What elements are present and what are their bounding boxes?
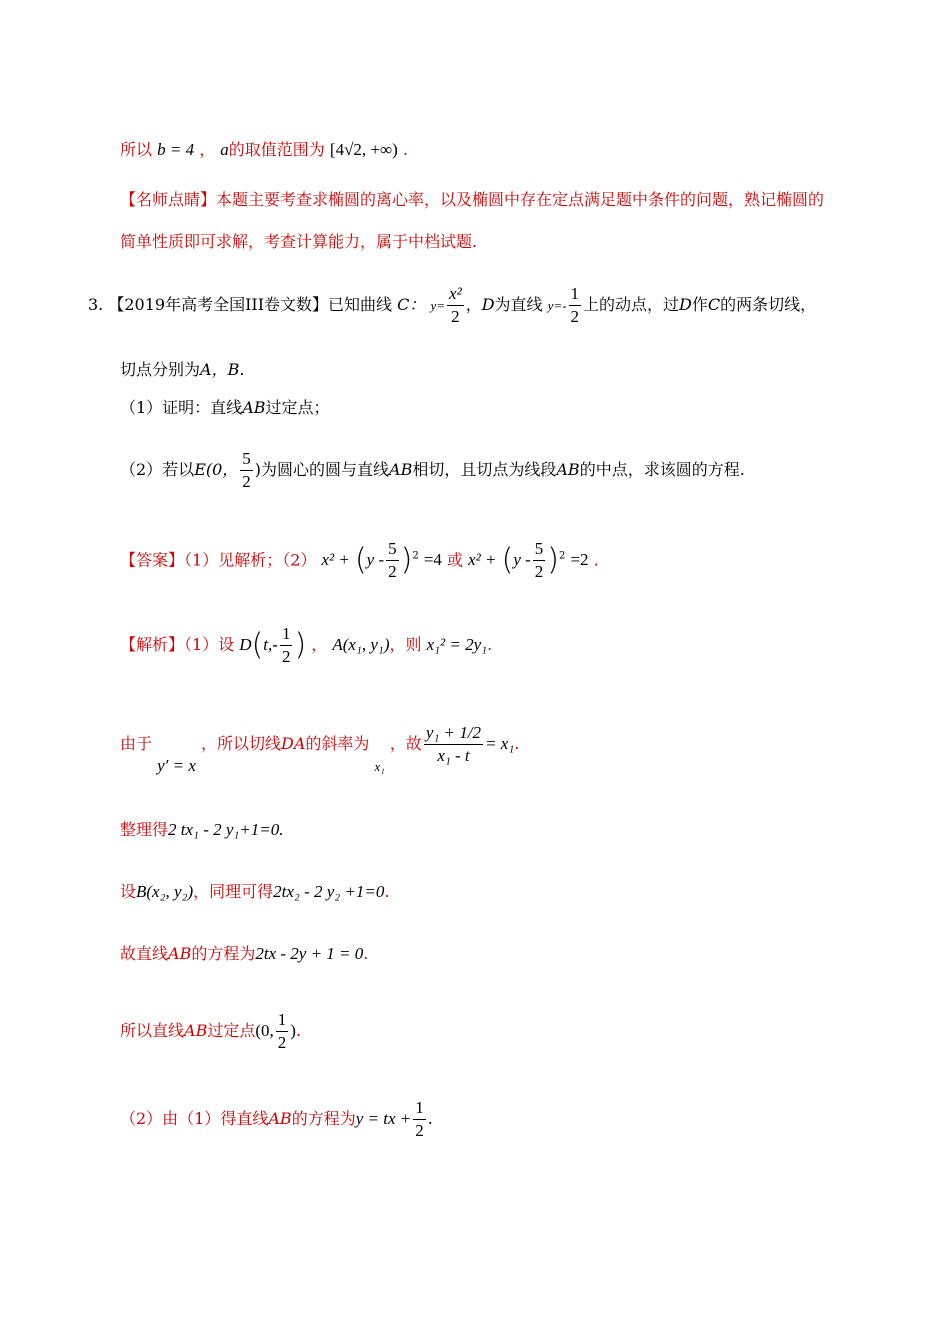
text: 上的动点，过 xyxy=(583,295,680,314)
text: 已知曲线 xyxy=(328,295,393,314)
denominator: x₁ - t xyxy=(437,746,470,765)
text: 由于 xyxy=(120,734,153,753)
text: 相切，且切点为线段 xyxy=(412,460,557,479)
text: ，则 xyxy=(389,635,422,654)
text: ， xyxy=(199,140,216,159)
text: 的方程为 xyxy=(291,1109,356,1128)
text: 作 xyxy=(691,295,708,314)
text: 所以 xyxy=(120,140,153,159)
denominator: 2 xyxy=(242,472,251,491)
math: =4 xyxy=(423,550,442,570)
math: x₁ xyxy=(374,759,385,774)
fraction xyxy=(533,538,546,583)
math: AB xyxy=(389,460,413,479)
fraction xyxy=(280,623,293,668)
math: x₁² = 2y₁ xyxy=(426,635,488,654)
problem-line-2 xyxy=(120,360,244,380)
math: y= xyxy=(430,298,446,313)
range-line xyxy=(120,140,408,160)
math: C xyxy=(707,295,721,314)
numerator: 1 xyxy=(569,283,582,306)
text: ，故 xyxy=(389,734,422,753)
paren: ) xyxy=(400,542,413,578)
paren: ) xyxy=(294,627,307,663)
text: 为直线 xyxy=(494,295,543,314)
paren: ( xyxy=(354,542,367,578)
text: （2）由（1）得直线 xyxy=(120,1109,269,1128)
text: . xyxy=(295,1021,302,1040)
note-line-1 xyxy=(120,190,824,210)
denominator: 2 xyxy=(570,307,580,326)
text: 故直线 xyxy=(120,944,169,963)
math: B(x₂, y₂) xyxy=(136,882,194,901)
answer-tag: 【答案】 xyxy=(120,550,185,570)
math: E(0， xyxy=(194,460,239,479)
math: y - xyxy=(366,550,385,570)
note-line-2 xyxy=(120,232,477,252)
text: 切点分别为 xyxy=(120,360,201,379)
text: ，所以切线 xyxy=(200,734,281,753)
denominator: 2 xyxy=(534,562,544,582)
text: ， xyxy=(311,635,328,654)
paren: ( xyxy=(251,627,264,663)
numerator: 1 xyxy=(413,1097,426,1120)
denominator: 2 xyxy=(451,307,460,326)
text: 的中点，求该圆的方程. xyxy=(579,460,745,479)
fixed-point-line xyxy=(120,1006,301,1056)
denominator: 2 xyxy=(388,562,397,582)
text: . xyxy=(487,635,493,654)
math: C： xyxy=(397,295,426,314)
answer-line: 【答案】（1）见解析；（2） x² + (y - $\frac{5}{2}$ )$^2$ =4 或 x² + (y - $\frac{5}{2}$ )$^2$ =2 . xyxy=(120,539,599,582)
text: 的斜率为 xyxy=(305,734,370,753)
note-tag: 【名师点睛】 xyxy=(120,190,217,209)
text: （2）若以 xyxy=(120,460,195,479)
math: D xyxy=(239,635,252,654)
text: 整理得 xyxy=(120,820,169,839)
fraction xyxy=(276,1009,289,1054)
text: . xyxy=(363,944,369,963)
text: 设 xyxy=(120,882,137,901)
arrange-line xyxy=(120,820,284,840)
problem-stem xyxy=(88,283,816,328)
math: DA xyxy=(281,734,306,753)
set-b-line xyxy=(120,882,390,902)
part2-line xyxy=(120,1094,433,1144)
text: ， xyxy=(465,295,482,314)
text: )为圆心的圆与直线 xyxy=(254,460,390,479)
math: AB xyxy=(556,460,580,479)
text: ，同理可得 xyxy=(193,882,274,901)
math: [4√2, +∞) xyxy=(329,140,398,159)
math: A，B. xyxy=(200,360,245,379)
math: y=- xyxy=(547,298,567,313)
math: y - xyxy=(513,550,531,570)
math: A(x₁, y₁) xyxy=(332,635,390,654)
text: （1）设 xyxy=(184,635,235,654)
math: AB xyxy=(184,1021,208,1040)
math: a xyxy=(220,140,229,159)
question-1 xyxy=(120,398,330,418)
text: . xyxy=(427,1109,433,1128)
math: y′ = x xyxy=(157,756,196,775)
text: 或 xyxy=(447,550,464,570)
line-ab-equation xyxy=(120,944,368,964)
math: 2 tx₁ - 2 y₁+1=0. xyxy=(168,820,284,839)
fraction xyxy=(424,722,483,767)
numerator: 5 xyxy=(386,538,399,561)
fraction xyxy=(569,283,582,328)
math: (0, xyxy=(255,1021,274,1040)
text: 过定点； xyxy=(265,398,330,417)
math: D xyxy=(481,295,495,314)
denominator: 2 xyxy=(415,1121,424,1140)
paren: ) xyxy=(547,542,559,578)
text: . xyxy=(593,550,599,570)
math: 2tx - 2y + 1 = 0 xyxy=(255,944,364,963)
math: 2tx₂ - 2 y₂ +1=0 xyxy=(273,882,385,901)
text: 过定点 xyxy=(207,1021,256,1040)
math: x² + xyxy=(321,550,350,570)
text: （1）见解析；（2） xyxy=(184,550,317,570)
derive-line xyxy=(120,712,519,777)
math: D xyxy=(679,295,692,314)
solution-line xyxy=(120,620,492,671)
problem-number: 3. xyxy=(88,295,104,314)
fraction xyxy=(386,538,399,583)
numerator: 5 xyxy=(240,448,253,471)
math: AB xyxy=(168,944,192,963)
text: . xyxy=(402,140,408,159)
note-text: 简单性质即可求解，考查计算能力，属于中档试题. xyxy=(120,232,478,251)
numerator: 5 xyxy=(533,538,546,561)
numerator: x² xyxy=(447,283,464,306)
text: . xyxy=(514,734,520,753)
fraction xyxy=(413,1097,426,1142)
math: =2 xyxy=(570,550,589,570)
math: = x₁ xyxy=(485,734,515,753)
math: x² + xyxy=(468,550,497,570)
numerator: 1 xyxy=(276,1009,289,1032)
text: 的两条切线， xyxy=(720,295,817,314)
question-2 xyxy=(120,448,745,493)
math: t,- xyxy=(263,635,278,654)
math: AB xyxy=(268,1109,292,1128)
note-text: 本题主要考查求椭圆的离心率，以及椭圆中存在定点满足题中条件的问题，熟记椭圆的 xyxy=(216,190,825,209)
math: AB xyxy=(242,398,266,417)
numerator: 1 xyxy=(280,623,293,646)
text: （1）证明：直线 xyxy=(120,398,243,417)
denominator: 2 xyxy=(281,647,291,666)
paren: ( xyxy=(501,542,514,578)
denominator: 2 xyxy=(277,1033,287,1052)
fraction xyxy=(240,448,253,493)
text: 的方程为 xyxy=(191,944,256,963)
text: . xyxy=(384,882,390,901)
numerator: y₁ + 1/2 xyxy=(424,722,483,745)
fraction xyxy=(447,283,464,328)
problem-source: 【2019年高考全国III卷文数】 xyxy=(108,295,329,314)
math: ) xyxy=(290,1021,296,1040)
solution-tag: 【解析】 xyxy=(120,635,185,654)
math: b = 4 xyxy=(157,140,195,159)
text: 的取值范围为 xyxy=(228,140,325,159)
math: y = tx + xyxy=(355,1109,412,1128)
text: 所以直线 xyxy=(120,1021,185,1040)
